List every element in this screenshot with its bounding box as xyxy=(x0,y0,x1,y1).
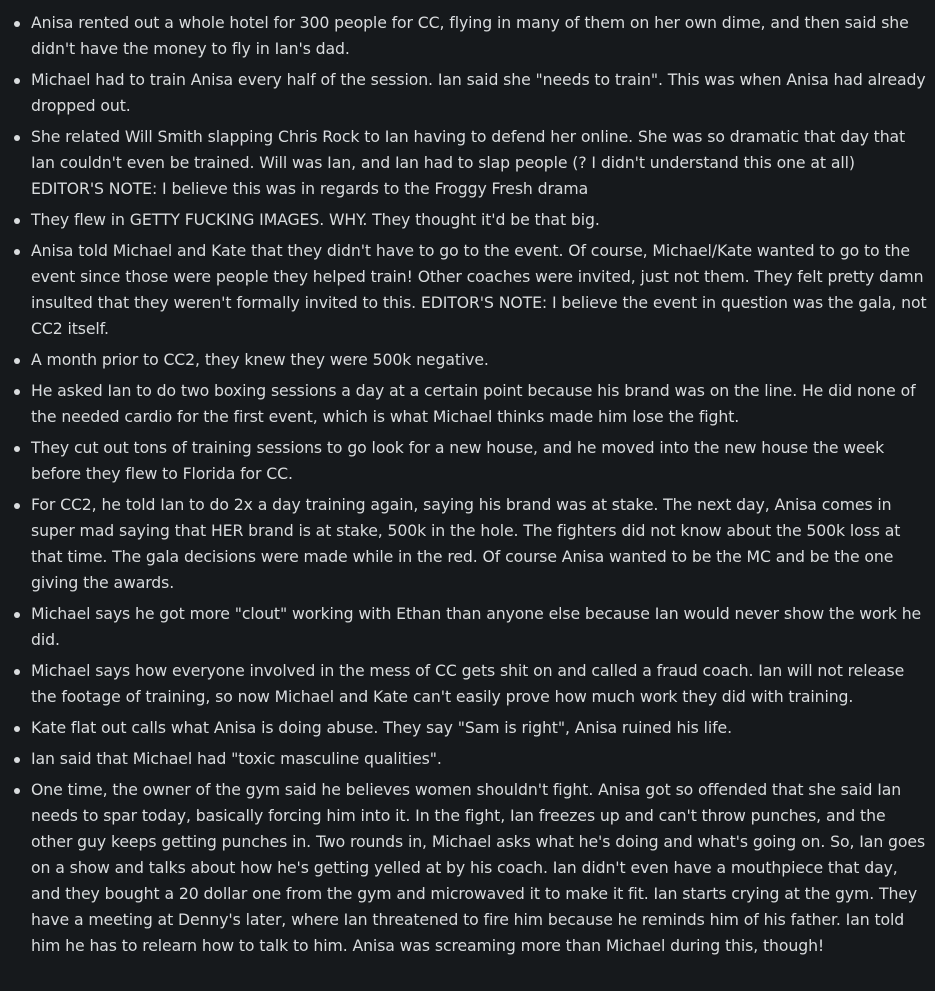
bullet-icon xyxy=(14,503,20,509)
list-item-text: Michael says how everyone involved in the mess of CC gets shit on and called a fraud coach. Ian will not release the footage of training, so now Michael and Kate can't easily prove how much work they did with training. xyxy=(31,661,905,706)
list-item xyxy=(14,746,927,772)
bullet-icon xyxy=(14,726,20,732)
bullet-icon xyxy=(14,218,20,224)
list-item xyxy=(14,715,927,741)
list-item xyxy=(14,67,927,119)
list-item xyxy=(14,207,927,233)
list-item xyxy=(14,347,927,373)
bullet-icon xyxy=(14,788,20,794)
bullet-icon xyxy=(14,135,20,141)
list-item xyxy=(14,777,927,959)
list-item-text: One time, the owner of the gym said he believes women shouldn't fight. Anisa got so offended that she said Ian needs to spar today, basically forcing him into it. In the fight, Ian freezes up and can't throw punches, and the other guy keeps getting punches in. Two rounds in, Michael asks what he's doing and what's going on. So, Ian goes on a show and talks about how he's getting yelled at by his coach. Ian didn't even have a mouthpiece that day, and they bought a 20 dollar one from the gym and microwaved it to make it fit. Ian starts crying at the gym. They have a meeting at Denny's later, where Ian threatened to fire him because he reminds him of his father. Ian told him he has to relearn how to talk to him. Anisa was screaming more than Michael during this, though! xyxy=(31,780,926,955)
list-item-text: Anisa told Michael and Kate that they didn't have to go to the event. Of course, Michael/Kate wanted to go to the event since those were people they helped train! Other coaches were invited, just not them. They felt pretty damn insulted that they weren't formally invited to this. EDITOR'S NOTE: I believe the event in question was the gala, not CC2 itself. xyxy=(31,241,927,338)
list-item xyxy=(14,10,927,62)
list-item-text: They cut out tons of training sessions to go look for a new house, and he moved into the new house the week before they flew to Florida for CC. xyxy=(31,438,885,483)
list-item xyxy=(14,492,927,596)
list-item-text: They flew in GETTY FUCKING IMAGES. WHY. They thought it'd be that big. xyxy=(31,210,600,229)
bullet-icon xyxy=(14,612,20,618)
bullet-icon xyxy=(14,358,20,364)
list-item-text: Michael had to train Anisa every half of the session. Ian said she "needs to train". This was when Anisa had already dropped out. xyxy=(31,70,926,115)
list-item-text: Kate flat out calls what Anisa is doing abuse. They say "Sam is right", Anisa ruined his life. xyxy=(31,718,732,737)
list-item-text: Michael says he got more "clout" working with Ethan than anyone else because Ian would never show the work he did. xyxy=(31,604,922,649)
list-item-text: For CC2, he told Ian to do 2x a day training again, saying his brand was at stake. The next day, Anisa comes in super mad saying that HER brand is at stake, 500k in the hole. The fighters did not know about the 500k loss at that time. The gala decisions were made while in the red. Of course Anisa wanted to be the MC and be the one giving the awards. xyxy=(31,495,901,592)
bullet-icon xyxy=(14,446,20,452)
bullet-icon xyxy=(14,21,20,27)
bullet-icon xyxy=(14,757,20,763)
bullet-icon xyxy=(14,78,20,84)
list-item-text: He asked Ian to do two boxing sessions a day at a certain point because his brand was on the line. He did none of the needed cardio for the first event, which is what Michael thinks made him lose the fight. xyxy=(31,381,916,426)
list-item xyxy=(14,238,927,342)
bullet-icon xyxy=(14,669,20,675)
bullet-icon xyxy=(14,249,20,255)
list-item xyxy=(14,435,927,487)
bullet-icon xyxy=(14,389,20,395)
list-item xyxy=(14,601,927,653)
list-item xyxy=(14,658,927,710)
list-item-text: Ian said that Michael had "toxic masculine qualities". xyxy=(31,749,442,768)
list-item xyxy=(14,378,927,430)
list-item-text: Anisa rented out a whole hotel for 300 people for CC, flying in many of them on her own dime, and then said she didn't have the money to fly in Ian's dad. xyxy=(31,13,909,58)
list-item xyxy=(14,124,927,202)
list-item-text: She related Will Smith slapping Chris Rock to Ian having to defend her online. She was so dramatic that day that Ian couldn't even be trained. Will was Ian, and Ian had to slap people (? I didn't understand this one at all) EDITOR'S NOTE: I believe this was in regards to the Froggy Fresh drama xyxy=(31,127,906,198)
list-item-text: A month prior to CC2, they knew they were 500k negative. xyxy=(31,350,489,369)
